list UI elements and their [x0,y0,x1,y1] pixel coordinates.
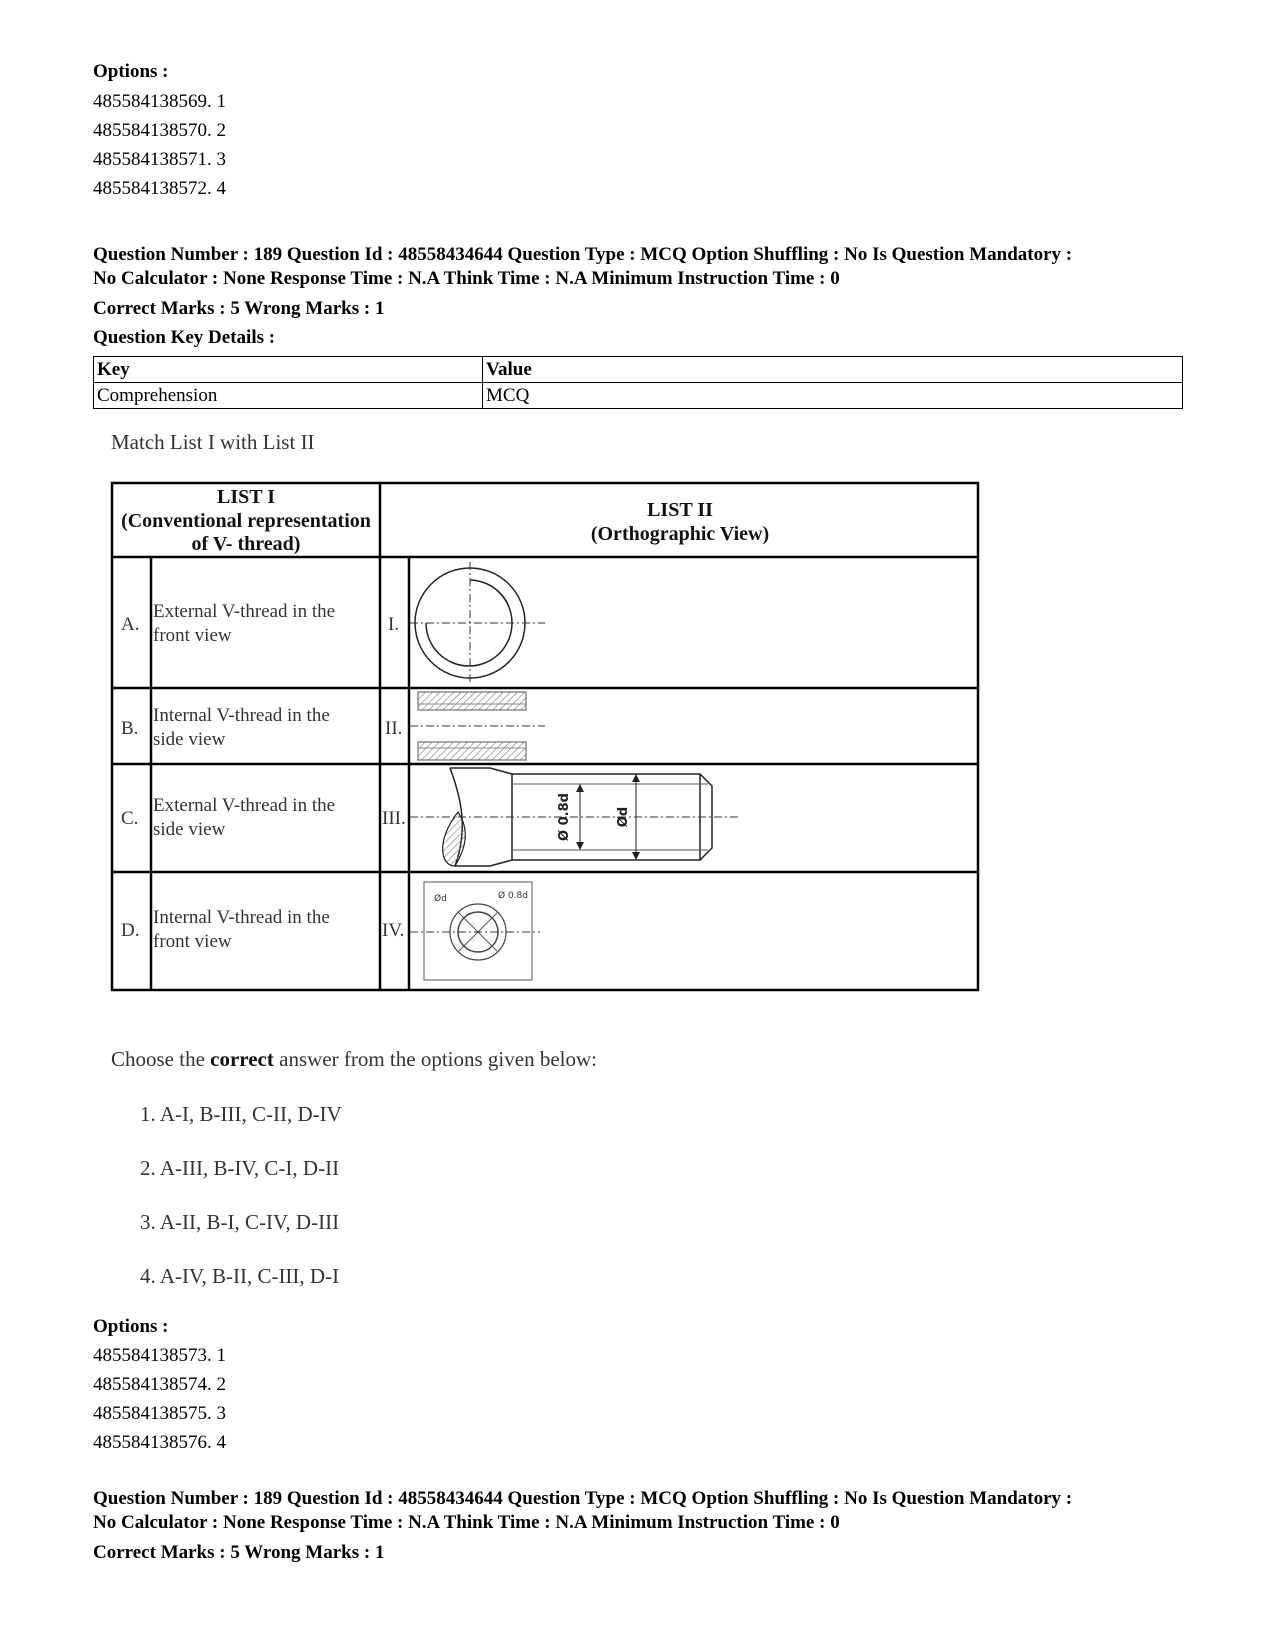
row-text-line1: Internal V-thread in the [153,705,330,726]
dim-label-0-8d: Ø 0.8d [498,891,528,901]
option-item: 485584138571. 3 [93,149,226,170]
drawing-external-side-view [410,768,740,866]
options-label: Options : [93,1316,169,1337]
row-letter: A. [121,614,140,635]
question-meta-line2: No Calculator : None Response Time : N.A Think Time : N.A Minimum Instruction Time : 0 [93,268,840,289]
key-details-label: Question Key Details : [93,327,276,348]
row-text-line2: front view [153,625,232,646]
choice-item: 3. A-II, B-I, C-IV, D-III [140,1210,340,1234]
option-item: 485584138573. 1 [93,1345,226,1366]
table-header-key: Key [94,357,483,383]
option-item: 485584138574. 2 [93,1374,226,1395]
table-header-value: Value [483,357,1183,383]
option-item: 485584138572. 4 [93,178,226,199]
question-prompt: Match List I with List II [111,430,315,454]
question-marks: Correct Marks : 5 Wrong Marks : 1 [93,298,385,319]
row-letter: D. [121,920,140,941]
row-text-line1: External V-thread in the [153,601,336,622]
choose-prefix: Choose the [111,1047,211,1071]
row-text-line2: side view [153,729,226,750]
choice-item: 4. A-IV, B-II, C-III, D-I [140,1264,340,1288]
row-letter: B. [121,718,139,739]
list1-header-sub2: of V- thread) [191,533,301,555]
dim-label-d: Ød [434,894,447,904]
question-meta-line1: Question Number : 189 Question Id : 48558434644 Question Type : MCQ Option Shuffling : No Is Question Mandatory : [93,244,1073,265]
options-list [93,1341,226,1457]
dim-label-d: Ød [616,806,631,828]
row-roman: III. [382,808,406,829]
choose-bold: correct [210,1047,274,1071]
list2-header-sub: (Orthographic View) [590,523,770,545]
dim-label-0-8d: Ø 0.8d [557,793,572,841]
choose-instruction [111,1047,597,1072]
question-meta-line2: No Calculator : None Response Time : N.A Think Time : N.A Minimum Instruction Time : 0 [93,1512,840,1533]
row-text-line1: External V-thread in the [153,795,336,816]
table-cell-value: MCQ [483,383,1183,409]
list1-header-sub1: (Conventional representation [121,510,371,532]
question-meta-line1: Question Number : 189 Question Id : 48558434644 Question Type : MCQ Option Shuffling : No Is Question Mandatory : [93,1488,1073,1509]
choose-suffix: answer from the options given below: [273,1047,597,1071]
option-item: 485584138570. 2 [93,120,226,141]
row-text-line2: front view [153,931,232,952]
choice-item: 1. A-I, B-III, C-II, D-IV [140,1102,342,1126]
drawing-internal-end-view [410,882,540,980]
question-marks: Correct Marks : 5 Wrong Marks : 1 [93,1542,385,1563]
option-item: 485584138575. 3 [93,1403,226,1424]
row-roman: II. [385,718,403,739]
table-cell-key: Comprehension [94,383,483,409]
choice-item: 2. A-III, B-IV, C-I, D-II [140,1156,340,1180]
drawing-external-end-view [410,562,545,685]
row-roman: IV. [382,920,405,941]
drawing-internal-section-view [410,692,545,760]
row-text-line2: side view [153,819,226,840]
list2-header-title: LIST II [647,499,713,521]
row-roman: I. [388,614,400,635]
option-item: 485584138569. 1 [93,91,226,112]
row-letter: C. [121,808,139,829]
list1-header-title: LIST I [216,486,276,508]
option-item: 485584138576. 4 [93,1432,226,1453]
row-text-line1: Internal V-thread in the [153,907,330,928]
next-question-meta [93,1487,1193,1535]
options-label: Options : [93,61,169,82]
